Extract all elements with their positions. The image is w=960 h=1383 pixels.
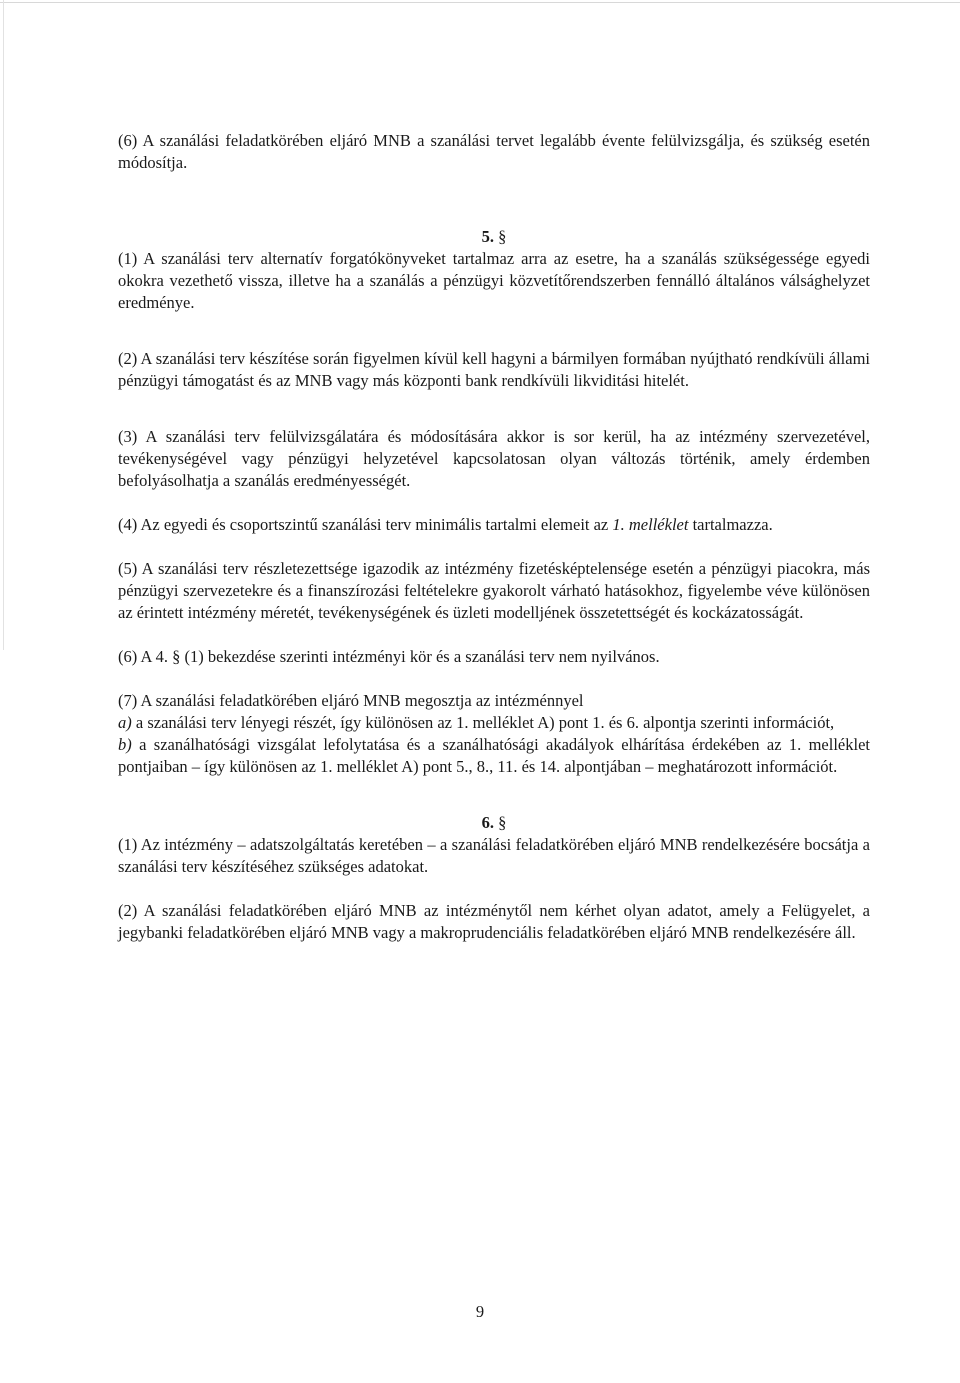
section-heading-6 [118,812,870,834]
scan-edge-top [0,2,960,3]
paragraph-6-2: (2) A szanálási feladatkörében eljáró MNB az intézménytől nem kérhet olyan adatot, amely a Felügyelet, a jegybanki feladatkörében eljáró MNB vagy a makroprudenciális feladatkörében eljáró MNB rendelkezésére áll. [118,901,870,942]
point-text: a szanálhatósági vizsgálat lefolytatása és a szanálhatósági akadályok elhárítása érdekében az 1. melléklet pontjaiban – így különösen az 1. melléklet A) pont 5., 8., 11. és 14. alpontjában – meghatározott információt. [118,735,870,776]
paragraph-5-4 [118,514,870,536]
section-sign: § [498,813,507,832]
point-text: a szanálási terv lényegi részét, így különösen az 1. melléklet A) pont 1. és 6. alpontja szerinti információt, [131,713,835,732]
page-number: 9 [475,1302,485,1321]
paragraph-5-7-b [118,734,870,778]
section-sign: § [498,227,507,246]
paragraph-5-2: (2) A szanálási terv készítése során figyelmen kívül kell hagyni a bármilyen formában nyújtható rendkívüli állami pénzügyi támogatást és az MNB vagy más központi bank rendkívüli likviditási hitelét. [118,349,870,390]
section-heading-5 [118,226,870,248]
paragraph-5-1: (1) A szanálási terv alternatív forgatókönyveket tartalmaz arra az esetre, ha a szanálás szükségessége egyedi okokra vezethető vissza, illetve ha a szanálás a pénzügyi közvetítőrendszerben fennálló általános válsághelyzet eredménye. [118,249,870,312]
paragraph-text: (4) Az egyedi és csoportszintű szanálási terv minimális tartalmi elemeit az [118,515,613,534]
paragraph-5-5: (5) A szanálási terv részletezettsége igazodik az intézmény fizetésképtelensége esetén a pénzügyi piacokra, más pénzügyi szervezetekre és a finanszírozási feltételekre gyakorolt várható hatásokhoz, figyelembe véve különösen az érintett intézmény méretét, tevékenységének és üzleti modelljének összetettségét és kockázatosságát. [118,559,870,622]
point-label: a) [118,713,132,732]
annex-reference: 1. melléklet [612,515,689,534]
section-number: 6. [481,813,494,832]
document-page [118,130,870,944]
paragraph-4-6: (6) A szanálási feladatkörében eljáró MNB a szanálási tervet legalább évente felülvizsgálja, és szükség esetén módosítja. [118,131,870,172]
scan-edge-left [3,0,4,650]
paragraph-6-1: (1) Az intézmény – adatszolgáltatás keretében – a szanálási feladatkörében eljáró MNB rendelkezésére bocsátja a szanálási terv készítéséhez szükséges adatokat. [118,835,870,876]
paragraph-5-3: (3) A szanálási terv felülvizsgálatára és módosítására akkor is sor kerül, ha az intézmény szervezetével, tevékenységével vagy pénzügyi helyzetével kapcsolatosan olyan változás történik, amely érdemben befolyásolhatja a szanálás eredményességét. [118,427,870,490]
section-number: 5. [481,227,494,246]
paragraph-5-7: (7) A szanálási feladatkörében eljáró MNB megosztja az intézménnyel [118,691,584,710]
paragraph-text: tartalmazza. [688,515,773,534]
paragraph-5-7-a [118,712,870,734]
paragraph-5-6: (6) A 4. § (1) bekezdése szerinti intézményi kör és a szanálási terv nem nyilvános. [118,647,660,666]
point-label: b) [118,735,132,754]
